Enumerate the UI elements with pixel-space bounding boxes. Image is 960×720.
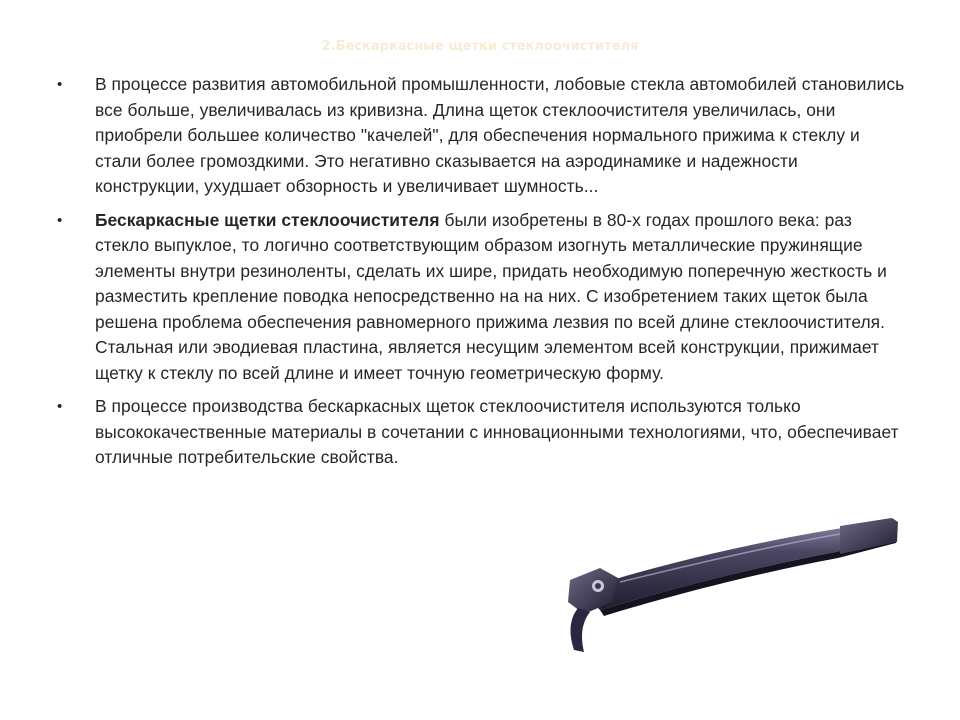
bullet-lead-bold: Бескаркасные щетки стеклоочистителя — [95, 209, 440, 230]
bullet-text: В процессе производства бескаркасных щеток стеклоочистителя используются только высококачественные материалы в сочетании с инновационными технологиями, что, обеспечивает отличные потребительские свойства. — [95, 396, 899, 467]
bullet-text: В процессе развития автомобильной промышленности, лобовые стекла автомобилей становились все больше, увеличивалась из кривизна. Длина щеток стеклоочистителя увеличилась, они приобрели большее количество "качелей", для обеспечения нормального прижима к стеклу и стали более громоздкими. Это негативно сказывается на аэродинамике и надежности конструкции, ухудшает обзорность и увеличивает шумность... — [95, 74, 905, 196]
bullet-marker: • — [57, 76, 63, 93]
bullet-item-3 — [57, 394, 907, 471]
bullet-text: были изобретены в 80-х годах прошлого века: раз стекло выпуклое, то логично соответствующим образом изогнуть металлические пружинящие элементы внутри резиноленты, сделать их шире, придать необходимую поперечную жесткость и разместить крепление поводка непосредственно на на них. С изобретением таких щеток была решена проблема обеспечения равномерного прижима лезвия по всей длине стеклоочистителя. Стальная или эводиевая пластина, является несущим элементом всей конструкции, прижимает щетку к стеклу по всей длине и имеет точную геометрическую форму. — [95, 209, 887, 383]
wiper-blade-icon — [540, 510, 900, 660]
bullet-item-1 — [57, 72, 907, 200]
frameless-wiper-blade-image — [540, 510, 900, 660]
bullet-list — [57, 72, 907, 479]
bullet-marker: • — [57, 398, 63, 415]
bullet-item-2 — [57, 208, 907, 387]
slide-title: 2.Бескаркасные щетки стеклоочистителя — [321, 39, 639, 54]
bullet-marker: • — [57, 211, 63, 229]
